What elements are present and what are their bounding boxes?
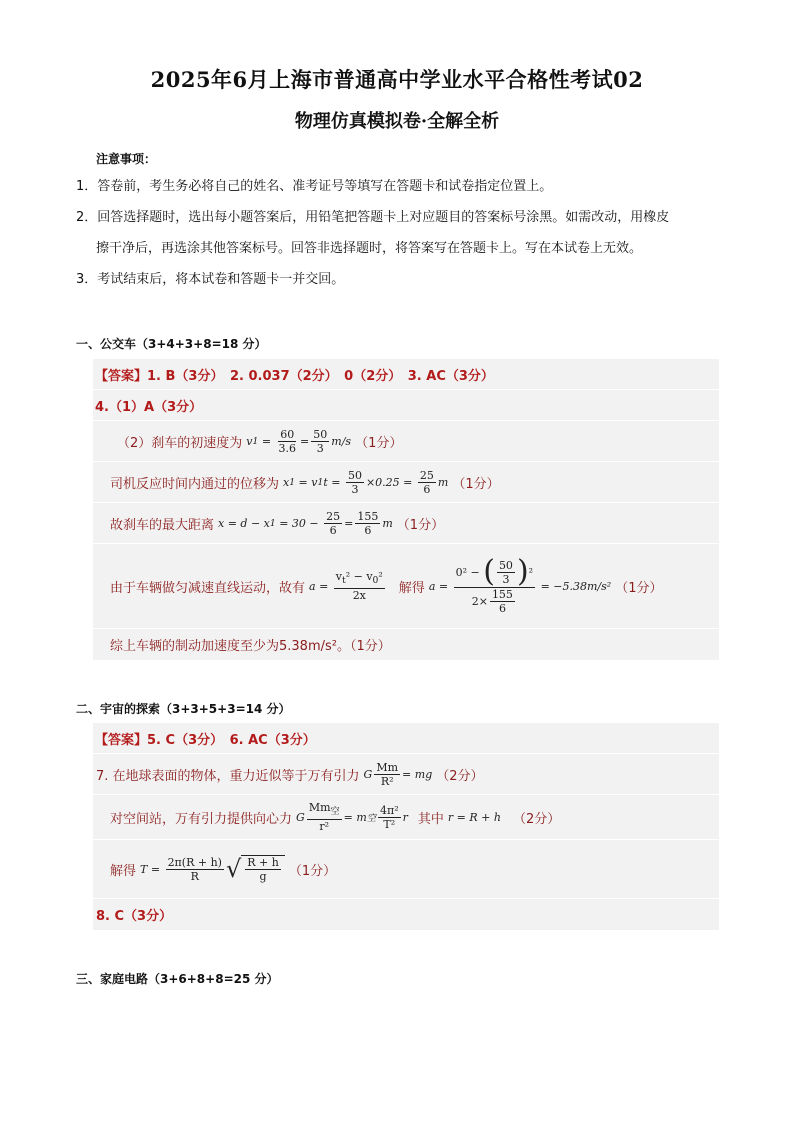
q4-initial-speed-text: （2）刹车的初速度为 [117, 435, 243, 451]
answer-row [93, 723, 719, 754]
q4-initial-speed-score: （1分） [355, 435, 403, 451]
q8-answer: 8. C（3分） [96, 909, 173, 924]
section-heading-circuit: 三、家庭电路（3+6+8+8=25 分） [76, 972, 279, 986]
formula-max-distance: x = d − x 1 = 30 − $\frac{25}{6}$ = $\frac{155}{6}$ m [218, 509, 393, 537]
q7-period-text: 解得 [110, 863, 137, 879]
q4-max-distance-text: 故刹车的最大距离 [110, 517, 215, 533]
notice-item-2: 2．回答选择题时，选出每小题答案后，用铅笔把答题卡上对应题目的答案标号涂黑。如需改动，用橡皮 [76, 210, 670, 225]
q7-centripetal-row [93, 795, 719, 840]
notice-item-3: 3．考试结束后，将本试卷和答题卡一并交回。 [76, 272, 345, 287]
formula-reaction-displacement: x 1 = v 1 t = $\frac{50}{3}$ ×0.25 = $\frac{25}{6}$ m [283, 468, 449, 496]
q4-max-distance-row [93, 503, 719, 544]
q7-gravity-text: 7. 在地球表面的物体，重力近似等于万有引力 [96, 768, 360, 784]
answer-tag: 【答案】 [95, 368, 148, 384]
exam-subtitle: 物理仿真模拟卷·全解全析 [294, 111, 500, 132]
exam-title: 2025年6月上海市普通高中学业水平合格性考试02 [150, 67, 644, 92]
formula-orbit-radius: r = R + h [447, 810, 501, 824]
answer-list: 1. B（3分） 2. 0.037（2分） 0（2分） 3. AC（3分） [147, 368, 494, 384]
q4-conclusion-row [93, 629, 719, 661]
section-heading-bus: 一、公交车（3+4+3+8=18 分） [76, 337, 267, 351]
q7-gravity-row [93, 754, 719, 795]
q7-period-row [93, 840, 719, 899]
formula-acceleration-result: a = 0² − ( $\frac{50}{3}$ ) ² 2× $\frac{155}{6}$ = −5.38m/s² [428, 554, 612, 615]
answer-list: 5. C（3分） 6. AC（3分） [147, 732, 316, 748]
q7-gravity-score: （2分） [436, 768, 484, 784]
answer-box-1 [93, 359, 719, 660]
q4-max-distance-score: （1分） [396, 517, 445, 533]
answer-row [93, 359, 719, 390]
q4-solve-text: 解得 [398, 580, 425, 596]
q4-reaction-row [93, 462, 719, 503]
q4-solve-score: （1分） [615, 580, 663, 596]
q4-reaction-score: （1分） [452, 476, 500, 492]
q4-part1: 4.（1）A（3分） [95, 399, 203, 415]
q4-deceleration-row [93, 544, 719, 629]
formula-initial-speed: v 1 = $\frac{60}{3.6}$ = $\frac{50}{3}$ m/s [246, 427, 352, 455]
q4-initial-speed-row [93, 421, 719, 462]
formula-surface-gravity: G $\frac{Mm}{\text{R²}}$ = mg [363, 760, 433, 788]
formula-centripetal: G $\frac{Mm_空}{\text{r²}}$ = m 空 $\frac{\text{4π²}}{\text{T²}}$ r [296, 801, 408, 833]
q4-conclusion: 综上车辆的制动加速度至少为5.38m/s²。（1分） [110, 639, 391, 654]
notice-item-1: 1．答卷前，考生务必将自己的姓名、准考证号等填写在答题卡和试卷指定位置上。 [76, 179, 553, 194]
q7-period-score: （1分） [288, 863, 337, 879]
notice-item-2-cont: 擦干净后，再选涂其他答案标号。回答非选择题时，将答案写在答题卡上。写在本试卷上无效。 [96, 241, 643, 256]
answer-tag: 【答案】 [95, 732, 148, 748]
q4-reaction-text: 司机反应时间内通过的位移为 [110, 476, 280, 492]
section-heading-universe: 二、宇宙的探索（3+3+5+3=14 分） [76, 702, 291, 716]
q4-deceleration-text: 由于车辆做匀减速直线运动，故有 [110, 580, 306, 596]
q7-centripetal-score: （2分） [512, 811, 561, 827]
q7-where-text: 其中 [417, 811, 444, 827]
formula-period: T = $\frac{2\pi(R + h)}{R}$ √ $\frac{R + h}{g}$ [140, 855, 285, 883]
q4-part1-row [93, 390, 719, 421]
notice-heading: 注意事项： [96, 152, 157, 166]
q8-row [93, 899, 719, 930]
answer-box-2 [93, 723, 719, 930]
formula-acceleration: a = $\frac{v_t^2 - v_0^2}{2x}$ [309, 570, 383, 602]
q7-centripetal-text: 对空间站，万有引力提供向心力 [110, 811, 293, 827]
